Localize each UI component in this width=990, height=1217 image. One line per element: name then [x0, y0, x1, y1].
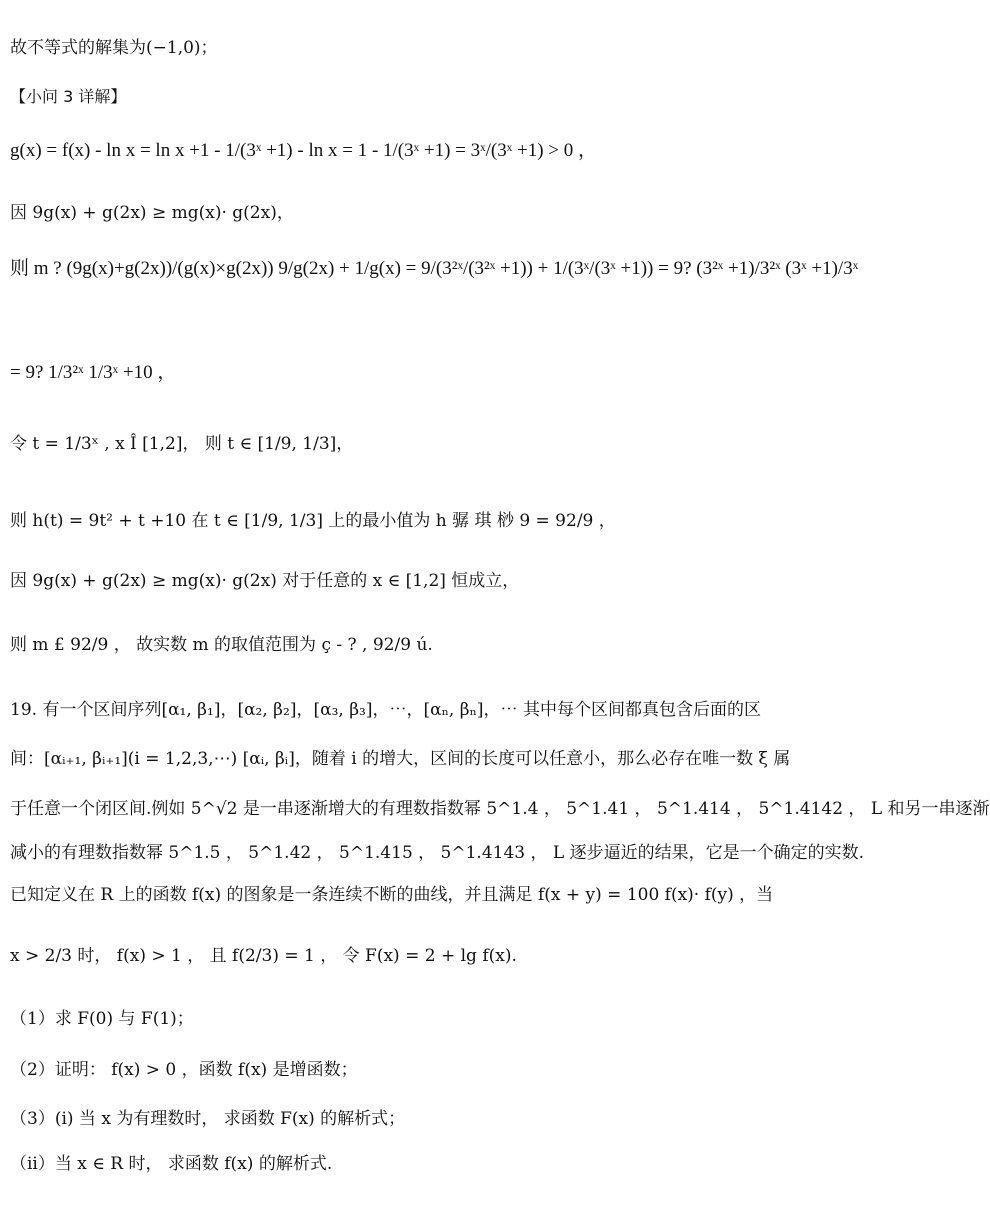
condition-line: 因 9g(x) + g(2x) ≥ mg(x)· g(2x) 对于任意的 x ∈ [1,2] 恒成立，	[10, 571, 520, 591]
substitution-line: 令 t = 1/3ˣ , x Î [1,2]， 则 t ∈ [1/9, 1/3]，	[10, 434, 354, 454]
derivation-line: 则 m ? (9g(x)+g(2x))/(g(x)×g(2x)) 9/g(2x) + 1/g(x) = 9/(3²ˣ/(3²ˣ +1)) + 1/(3ˣ/(3ˣ +1)) = 9? (3²ˣ +1)/3²ˣ (3ˣ +1)/3ˣ	[10, 258, 859, 279]
problem-19-text: 间：[αᵢ₊₁, βᵢ₊₁](i = 1,2,3,⋯) [αᵢ, βᵢ]，随着 i 的增大，区间的长度可以任意小，那么必存在唯一数 ξ 属	[10, 749, 791, 769]
question-3-ii: （ii）当 x ∈ R 时， 求函数 f(x) 的解析式.	[10, 1154, 333, 1174]
solution-set-line: 故不等式的解集为(−1,0)；	[10, 38, 218, 58]
question-3-i: （3）(i) 当 x 为有理数时， 求函数 F(x) 的解析式；	[10, 1109, 406, 1129]
question-2: （2）证明： f(x) > 0 ，函数 f(x) 是增函数；	[10, 1060, 358, 1080]
range-conclusion-line: 则 m £ 92/9 ， 故实数 m 的取值范围为 ç - ? , 92/9 ú.	[10, 635, 433, 655]
problem-19-text: 19. 有一个区间序列[α₁, β₁]，[α₂, β₂]，[α₃, β₃]，⋯，[αₙ, βₙ]，⋯ 其中每个区间都真包含后面的区	[10, 700, 761, 720]
question-1: （1）求 F(0) 与 F(1)；	[10, 1009, 194, 1029]
minimum-value-line: 则 h(t) = 9t² + t +10 在 t ∈ [1/9, 1/3] 上的最小值为 h 骣 琪 桫 9 = 92/9 ，	[10, 511, 616, 531]
equation-line: g(x) = f(x) - ln x = ln x +1 - 1/(3ˣ +1) - ln x = 1 - 1/(3ˣ +1) = 3ˣ/(3ˣ +1) > 0 ，	[10, 140, 597, 161]
problem-19-text: 已知定义在 R 上的函数 f(x) 的图象是一条连续不断的曲线，并且满足 f(x + y) = 100 f(x)· f(y) ，当	[10, 885, 774, 905]
derivation-line: = 9? 1/3²ˣ 1/3ˣ +10 ，	[10, 362, 177, 383]
problem-19-text: 于任意一个闭区间.例如 5^√2 是一串逐渐增大的有理数指数幂 5^1.4 ， 5^1.41 ， 5^1.414 ， 5^1.4142 ， L 和另一串逐渐	[10, 799, 990, 819]
problem-19-text: x > 2/3 时， f(x) > 1 ， 且 f(2/3) = 1 ， 令 F(x) = 2 + lg f(x).	[10, 946, 517, 966]
inequality-line: 因 9g(x) + g(2x) ≥ mg(x)· g(2x)，	[10, 203, 294, 223]
problem-19-text: 减小的有理数指数幂 5^1.5 ， 5^1.42 ， 5^1.415 ， 5^1.4143 ， L 逐步逼近的结果，它是一个确定的实数.	[10, 843, 865, 863]
section-heading: 【小问 3 详解】	[10, 87, 127, 106]
